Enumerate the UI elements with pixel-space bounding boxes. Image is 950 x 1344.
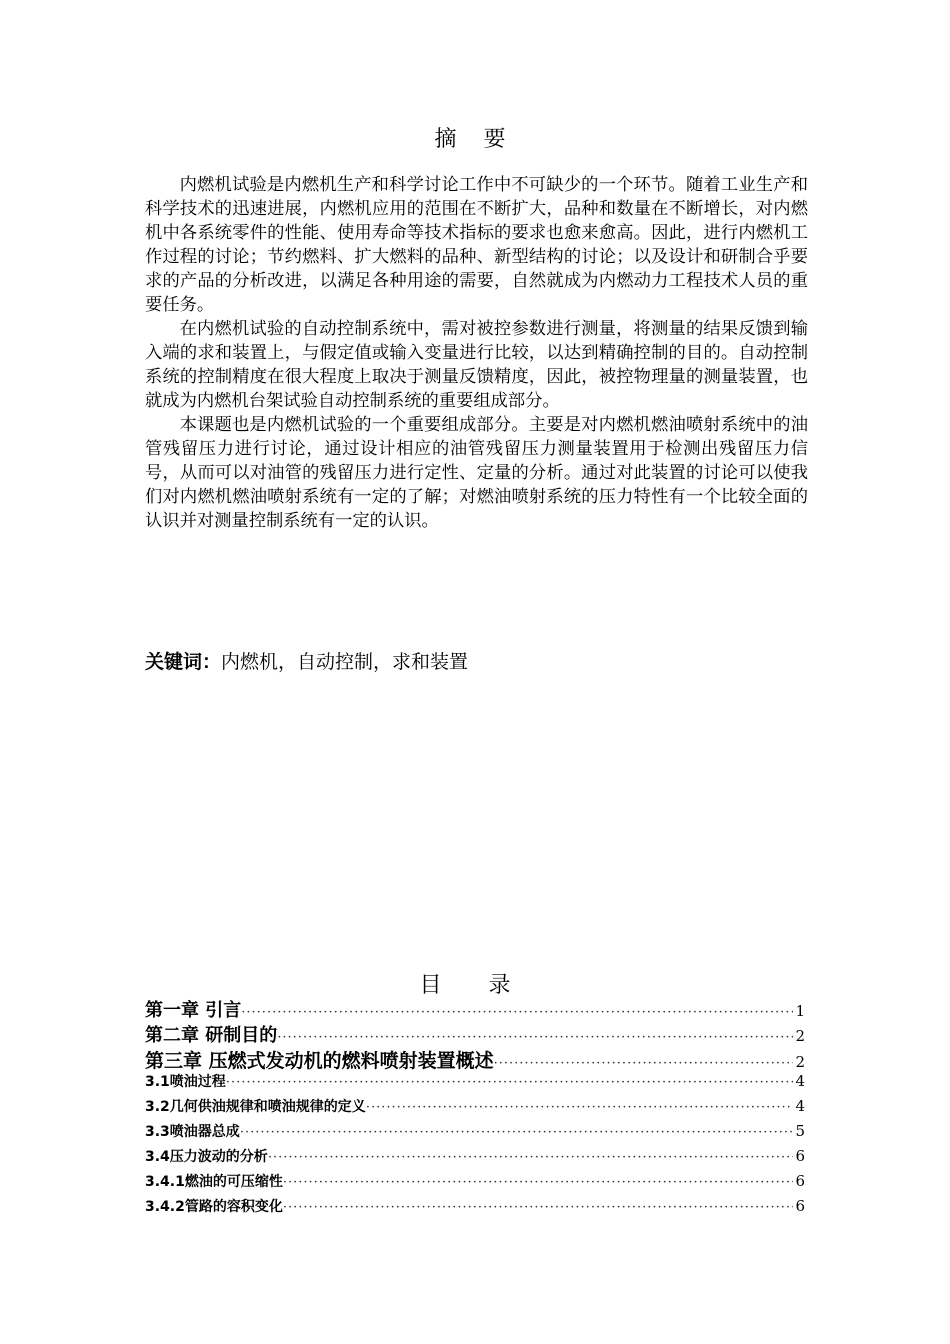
- toc-entry-label: 3.4.2管路的容积变化: [145, 1199, 283, 1215]
- toc-entry-label: 3.2几何供油规律和喷油规律的定义: [145, 1099, 366, 1115]
- table-of-contents: [145, 996, 805, 1221]
- toc-entry-3-2[interactable]: [145, 1096, 805, 1121]
- toc-page-number: 2: [795, 1027, 805, 1045]
- abstract-body: [145, 173, 808, 533]
- toc-entry-3-4-1[interactable]: [145, 1171, 805, 1196]
- abstract-title: 摘 要: [434, 127, 516, 152]
- toc-page-number: 6: [795, 1172, 805, 1190]
- toc-dot-leader: [277, 1030, 793, 1045]
- toc-entry-3-4[interactable]: [145, 1146, 805, 1171]
- toc-entry-3-3[interactable]: [145, 1121, 805, 1146]
- toc-entry-label: 第二章 研制目的: [145, 1025, 278, 1046]
- toc-entry-label: 3.4.1燃油的可压缩性: [145, 1174, 283, 1190]
- toc-page-number: 2: [795, 1053, 805, 1071]
- toc-page-number: 6: [795, 1197, 805, 1215]
- toc-entry-chapter-1[interactable]: [145, 996, 805, 1021]
- toc-entry-label: 第三章 压燃式发动机的燃料喷射装置概述: [145, 1050, 494, 1071]
- toc-dot-leader: [268, 1150, 794, 1165]
- toc-dot-leader: [283, 1200, 794, 1215]
- toc-dot-leader: [226, 1075, 794, 1090]
- toc-entry-label: 3.4压力波动的分析: [145, 1149, 268, 1165]
- toc-page-number: 1: [795, 1002, 805, 1020]
- toc-page-number: 5: [795, 1122, 805, 1140]
- abstract-paragraph-2: 在内燃机试验的自动控制系统中，需对被控参数进行测量，将测量的结果反馈到输入端的求和装置上，与假定值或输入变量进行比较，以达到精确控制的目的。自动控制系统的控制精度在很大程度上取决于测量反馈精度，因此，被控物理量的测量装置，也就成为内燃机台架试验自动控制系统的重要组成部分。: [145, 319, 808, 411]
- abstract-paragraph-1: 内燃机试验是内燃机生产和科学讨论工作中不可缺少的一个环节。随着工业生产和科学技术的迅速进展，内燃机应用的范围在不断扩大，品种和数量在不断增长，对内燃机中各系统零件的性能、使用寿命等技术指标的要求也愈来愈高。因此，进行内燃机工作过程的讨论；节约燃料、扩大燃料的品种、新型结构的讨论；以及设计和研制合乎要求的产品的分析改进，以满足各种用途的需要，自然就成为内燃动力工程技术人员的重要任务。: [145, 175, 808, 315]
- toc-entry-label: 3.1喷油过程: [145, 1074, 226, 1090]
- toc-entry-chapter-2[interactable]: [145, 1021, 805, 1046]
- keywords-value: 内燃机，自动控制，求和装置: [221, 651, 469, 673]
- toc-title: 目 录: [419, 973, 531, 998]
- toc-entry-3-4-2[interactable]: [145, 1196, 805, 1221]
- toc-dot-leader: [283, 1175, 794, 1190]
- keywords-line: [145, 647, 468, 674]
- toc-entry-label: 第一章 引言: [145, 1000, 242, 1021]
- toc-dot-leader: [494, 1056, 794, 1071]
- toc-page-number: 4: [795, 1097, 805, 1115]
- toc-page-number: 6: [795, 1147, 805, 1165]
- abstract-paragraph-3: 本课题也是内燃机试验的一个重要组成部分。主要是对内燃机燃油喷射系统中的油管残留压力进行讨论，通过设计相应的油管残留压力测量装置用于检测出残留压力信号，从而可以对油管的残留压力进行定性、定量的分析。通过对此装置的讨论可以使我们对内燃机燃油喷射系统有一定的了解；对燃油喷射系统的压力特性有一个比较全面的认识并对测量控制系统有一定的认识。: [145, 415, 808, 531]
- toc-entry-3-1[interactable]: [145, 1071, 805, 1096]
- toc-page-number: 4: [795, 1072, 805, 1090]
- toc-dot-leader: [240, 1125, 794, 1140]
- toc-dot-leader: [241, 1005, 793, 1020]
- toc-entry-chapter-3[interactable]: [145, 1046, 805, 1071]
- keywords-label: 关键词：: [145, 651, 222, 673]
- toc-entry-label: 3.3喷油器总成: [145, 1124, 240, 1140]
- toc-dot-leader: [366, 1100, 794, 1115]
